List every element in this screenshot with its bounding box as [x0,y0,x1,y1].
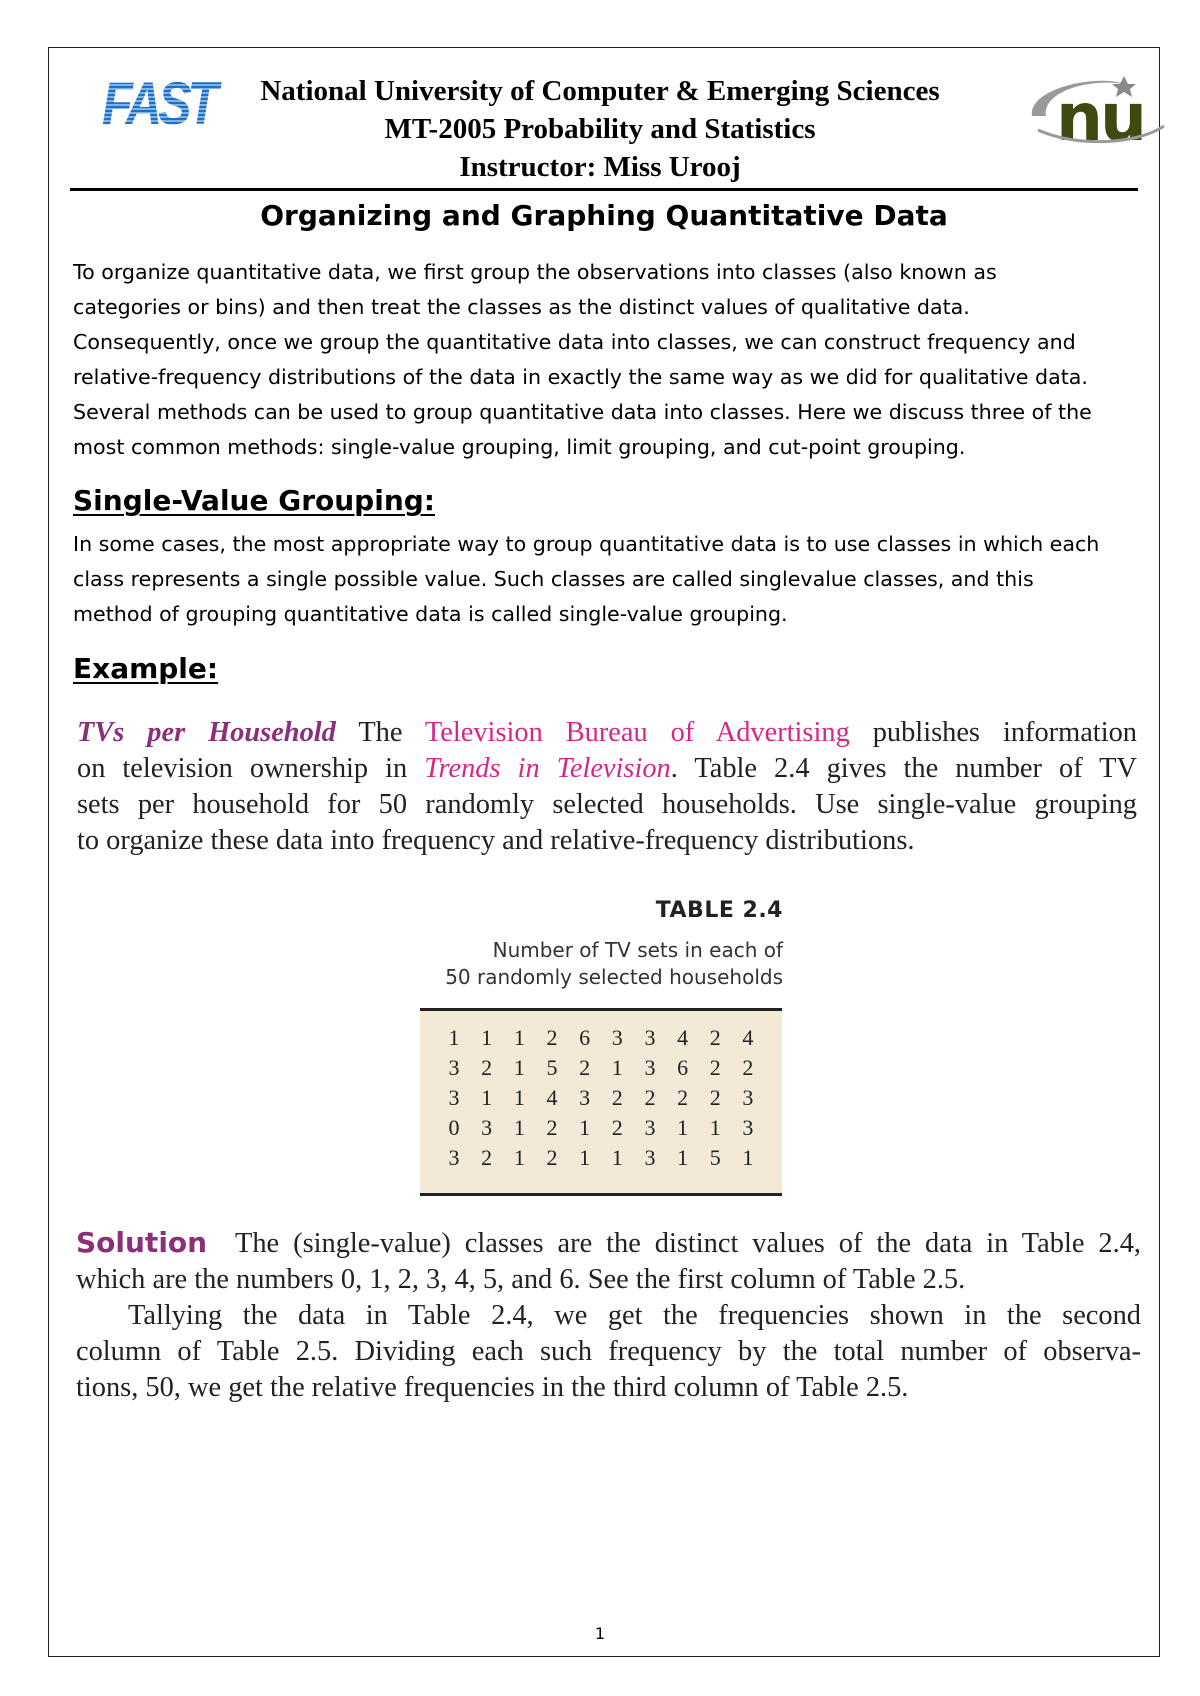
instructor-name: Instructor: Miss Urooj [459,151,741,183]
single-value-paragraph [73,527,1148,632]
solution-line: column of Table 2.5. Dividing each such frequency by the total number of observa- [76,1336,1141,1367]
table-cell: 1 [611,1055,623,1080]
nu-logo [1028,70,1166,156]
table-cell: 1 [611,1145,623,1170]
table-row [420,1083,782,1113]
table-cell: 2 [709,1085,721,1110]
example-heading: Example: [73,652,219,685]
example-text: publishes information [849,717,1137,748]
intro-line: Several methods can be used to group quantitative data into classes. Here we discuss three of the [73,400,1092,424]
university-name: National University of Computer & Emerging Sciences [260,75,940,107]
example-paragraph [77,715,1137,859]
table-cell: 2 [611,1115,623,1140]
table-cell: 1 [677,1115,689,1140]
table-cell: 3 [644,1145,656,1170]
solution-text: The (single-value) classes are the distinct values of the data in Table 2.4, [235,1228,1141,1259]
solution-line: tions, 50, we get the relative frequencies in the third column of Table 2.5. [76,1372,909,1403]
table-label: TABLE 2.4 [655,898,783,923]
table-cell: 1 [579,1115,591,1140]
table-subtitle-line: Number of TV sets in each of [492,938,783,962]
intro-line: To organize quantitative data, we first group the observations into classes (also known as [73,260,997,284]
table-cell: 1 [513,1115,525,1140]
table-cell: 2 [481,1055,493,1080]
example-line: sets per household for 50 randomly selected households. Use single-value grouping [77,789,1137,820]
table-cell: 3 [742,1115,754,1140]
table-row [420,1023,782,1053]
table-cell: 1 [709,1115,721,1140]
table-cell: 1 [742,1145,754,1170]
header-block [200,72,1000,186]
table-cell: 6 [677,1055,689,1080]
table-cell: 1 [579,1145,591,1170]
intro-line: most common methods: single-value grouping, limit grouping, and cut-point grouping. [73,435,966,459]
table-cell: 2 [644,1085,656,1110]
single-value-line: class represents a single possible value. Such classes are called singlevalue classes, and this [73,567,1034,591]
example-text: . Table 2.4 gives the number of TV [670,753,1138,784]
example-publication: Trends in Television [424,753,671,784]
table-cell: 3 [448,1085,460,1110]
nu-logo-text: nu [1056,79,1144,156]
table-cell: 4 [742,1025,754,1050]
table-cell: 2 [677,1085,689,1110]
table-cell: 3 [644,1055,656,1080]
table-cell: 1 [513,1055,525,1080]
table-cell: 3 [742,1085,754,1110]
table-cell: 2 [709,1025,721,1050]
table-cell: 5 [546,1055,558,1080]
example-line [77,751,1137,787]
table-cell: 3 [644,1115,656,1140]
fast-logo-text: FAST [102,70,222,137]
table-cell: 3 [448,1055,460,1080]
solution-line: Tallying the data in Table 2.4, we get the frequencies shown in the second [128,1300,1141,1331]
page-number: 1 [594,1624,606,1643]
table-subtitle [380,937,783,991]
table-cell: 1 [677,1145,689,1170]
table-cell: 3 [611,1025,623,1050]
table-row [420,1113,782,1143]
header-rule [70,188,1138,191]
table-cell: 2 [481,1145,493,1170]
intro-paragraph [73,255,1148,465]
solution-line [76,1225,1141,1262]
table-row [420,1053,782,1083]
table-cell: 2 [709,1055,721,1080]
solution-paragraph [76,1225,1141,1406]
table-cell: 2 [611,1085,623,1110]
table-cell: 1 [448,1025,460,1050]
table-cell: 3 [579,1085,591,1110]
single-value-line: In some cases, the most appropriate way to group quantitative data is to use classes in which each [73,532,1100,556]
table-cell: 2 [742,1055,754,1080]
solution-line: which are the numbers 0, 1, 2, 3, 4, 5, and 6. See the first column of Table 2.5. [76,1264,966,1295]
intro-line: categories or bins) and then treat the classes as the distinct values of qualitative data. [73,295,970,319]
example-text: The [335,717,425,748]
table-cell: 3 [481,1115,493,1140]
single-value-line: method of grouping quantitative data is called single-value grouping. [73,602,788,626]
table-subtitle-line: 50 randomly selected households [445,965,783,989]
table-row [420,1143,782,1173]
course-name: MT-2005 Probability and Statistics [384,113,816,145]
single-value-heading: Single-Value Grouping: [73,484,435,517]
table-cell: 2 [579,1055,591,1080]
data-table [420,1008,782,1196]
table-cell: 1 [513,1085,525,1110]
intro-line: relative-frequency distributions of the data in exactly the same way as we did for qualitative data. [73,365,1088,389]
example-source: Television Bureau of Advertising [424,717,850,748]
table-cell: 6 [579,1025,591,1050]
intro-line: Consequently, once we group the quantitative data into classes, we can construct frequency and [73,330,1076,354]
table-cell: 4 [677,1025,689,1050]
table-cell: 4 [546,1085,558,1110]
table-cell: 3 [448,1145,460,1170]
table-cell: 1 [481,1085,493,1110]
table-cell: 5 [709,1145,721,1170]
solution-label: Solution [76,1226,208,1259]
table-cell: 1 [481,1025,493,1050]
example-line [77,715,1137,751]
table-cell: 0 [448,1115,460,1140]
table-cell: 2 [546,1115,558,1140]
table-cell: 1 [513,1025,525,1050]
example-line: to organize these data into frequency and relative-frequency distributions. [77,825,915,856]
example-name: TVs per Household [77,717,336,748]
example-text: on television ownership in [77,753,425,784]
document-title: Organizing and Graphing Quantitative Data [260,199,948,232]
table-cell: 2 [546,1145,558,1170]
table-cell: 1 [513,1145,525,1170]
table-cell: 2 [546,1025,558,1050]
table-cell: 3 [644,1025,656,1050]
